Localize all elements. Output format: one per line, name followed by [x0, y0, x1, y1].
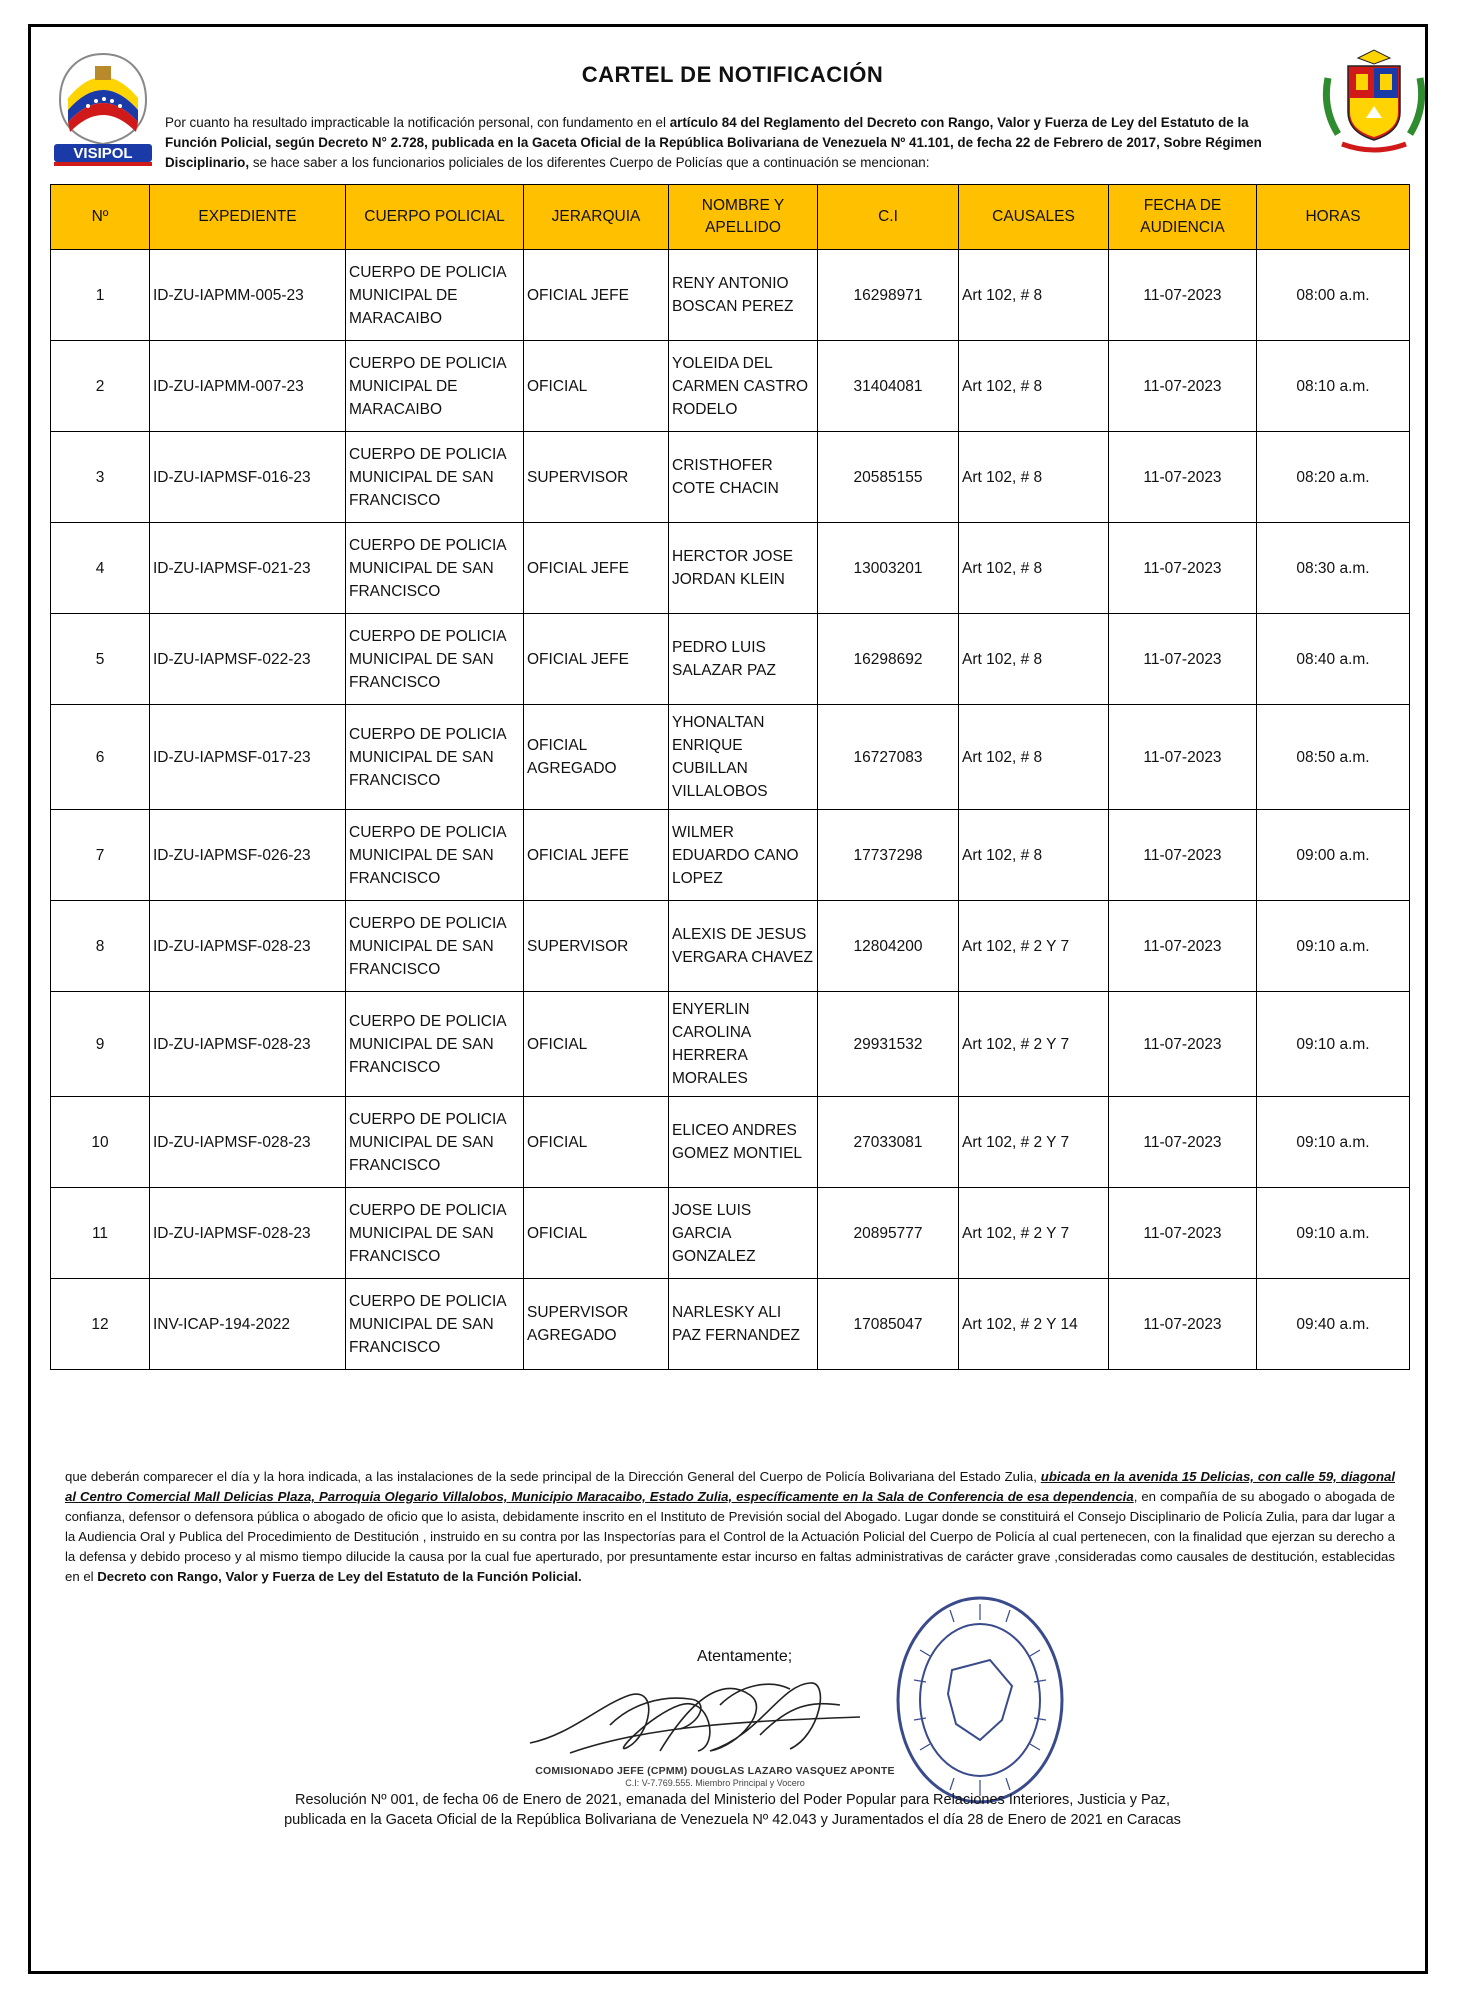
cell-cuerpo: CUERPO DE POLICIA MUNICIPAL DE SAN FRANCISCO	[346, 705, 524, 810]
intro-bold-text: artículo 84 del Reglamento del Decreto con Rango, Valor y Fuerza de Ley del Estatuto de la Función Policial, según Decreto N° 2.728, publicada en la Gaceta Oficial de la República Bolivariana de Venezuela Nº 41.101, de fecha 22 de Febrero de 2017, Sobre Régimen Disciplinario,	[165, 115, 1262, 170]
cell-causales: Art 102, # 8	[959, 341, 1109, 432]
signatory-id: C.I: V-7.769.555. Miembro Principal y Vocero	[625, 1778, 805, 1788]
cell-jerarquia: OFICIAL	[524, 341, 669, 432]
council-stamp-icon	[890, 1590, 1070, 1810]
cell-cuerpo: CUERPO DE POLICIA MUNICIPAL DE SAN FRANCISCO	[346, 614, 524, 705]
cell-cuerpo: CUERPO DE POLICIA MUNICIPAL DE SAN FRANCISCO	[346, 1097, 524, 1188]
cell-causales: Art 102, # 8	[959, 250, 1109, 341]
header-nombre: NOMBRE Y APELLIDO	[669, 185, 818, 250]
cell-jerarquia: OFICIAL	[524, 1097, 669, 1188]
cell-jerarquia: OFICIAL JEFE	[524, 250, 669, 341]
cell-expediente: ID-ZU-IAPMM-007-23	[150, 341, 346, 432]
cell-jerarquia: OFICIAL JEFE	[524, 614, 669, 705]
cell-cuerpo: CUERPO DE POLICIA MUNICIPAL DE SAN FRANCISCO	[346, 1188, 524, 1279]
cell-ci: 31404081	[818, 341, 959, 432]
cell-fecha: 11-07-2023	[1109, 1097, 1257, 1188]
signatory-name: COMISIONADO JEFE (CPMM) DOUGLAS LAZARO VASQUEZ APONTE	[535, 1765, 895, 1777]
closing-text-1: que deberán comparecer el día y la hora indicada, a las instalaciones de la sede principal de la Dirección General del Cuerpo de Policía Bolivariana del Estado Zulia,	[65, 1469, 1041, 1484]
cell-hora: 08:50 a.m.	[1257, 705, 1410, 810]
cell-ci: 12804200	[818, 901, 959, 992]
signature-mark	[510, 1665, 880, 1765]
table-row	[51, 250, 1410, 341]
cell-fecha: 11-07-2023	[1109, 901, 1257, 992]
cell-num: 5	[51, 614, 150, 705]
cell-causales: Art 102, # 2 Y 7	[959, 1097, 1109, 1188]
cell-hora: 09:10 a.m.	[1257, 992, 1410, 1097]
cell-causales: Art 102, # 8	[959, 705, 1109, 810]
table-row	[51, 1188, 1410, 1279]
cell-expediente: ID-ZU-IAPMM-005-23	[150, 250, 346, 341]
cell-jerarquia: OFICIAL AGREGADO	[524, 705, 669, 810]
cell-ci: 27033081	[818, 1097, 959, 1188]
cell-expediente: ID-ZU-IAPMSF-026-23	[150, 810, 346, 901]
closing-address: ubicada en la avenida 15 Delicias, con calle 59, diagonal al Centro Comercial Mall Delicias Plaza, Parroquia Olegario Villalobos, Municipio Maracaibo, Estado Zulia, específicamente en la Sala de Conferencia de esa dependencia	[65, 1469, 1395, 1504]
header-fecha: FECHA DE AUDIENCIA	[1109, 185, 1257, 250]
table-row	[51, 1097, 1410, 1188]
cell-fecha: 11-07-2023	[1109, 614, 1257, 705]
cell-nombre: ENYERLIN CAROLINA HERRERA MORALES	[669, 992, 818, 1097]
cell-num: 1	[51, 250, 150, 341]
cell-cuerpo: CUERPO DE POLICIA MUNICIPAL DE SAN FRANCISCO	[346, 432, 524, 523]
cell-cuerpo: CUERPO DE POLICIA MUNICIPAL DE SAN FRANCISCO	[346, 901, 524, 992]
cell-jerarquia: OFICIAL	[524, 992, 669, 1097]
cell-nombre: YHONALTAN ENRIQUE CUBILLAN VILLALOBOS	[669, 705, 818, 810]
closing-text-2: , en compañía de su abogado o abogada de confianza, defensor o defensora pública o abogado de oficio que lo asista, debidamente inscrito en el Instituto de Previsión social del Abogado. Lugar donde se constituirá el Consejo Disciplinario de Policía Zulia, para dar lugar a la Audiencia Oral y Publica del Procedimiento de Destitución , instruido en su contra por las Inspectorías para el Control de la Actuación Policial del Cuerpo de Policía al cual pertenecen, con la finalidad que ejerzan su derecho a la defensa y debido proceso y al mismo tiempo dilucide la causa por la cual fue aperturado, por presuntamente estar incurso en faltas administrativas de carácter grave ,consideradas como causales de destitución, establecidas en el	[65, 1489, 1395, 1584]
cell-causales: Art 102, # 2 Y 14	[959, 1279, 1109, 1370]
cell-fecha: 11-07-2023	[1109, 705, 1257, 810]
cell-ci: 20895777	[818, 1188, 959, 1279]
cell-fecha: 11-07-2023	[1109, 1188, 1257, 1279]
cell-nombre: YOLEIDA DEL CARMEN CASTRO RODELO	[669, 341, 818, 432]
cell-nombre: WILMER EDUARDO CANO LOPEZ	[669, 810, 818, 901]
cell-ci: 17085047	[818, 1279, 959, 1370]
table-row	[51, 614, 1410, 705]
table-row	[51, 992, 1410, 1097]
cell-num: 9	[51, 992, 150, 1097]
cell-expediente: ID-ZU-IAPMSF-028-23	[150, 992, 346, 1097]
cell-fecha: 11-07-2023	[1109, 250, 1257, 341]
table-header-row	[51, 185, 1410, 250]
cell-cuerpo: CUERPO DE POLICIA MUNICIPAL DE SAN FRANCISCO	[346, 1279, 524, 1370]
cell-ci: 17737298	[818, 810, 959, 901]
cell-jerarquia: SUPERVISOR	[524, 432, 669, 523]
page-title: CARTEL DE NOTIFICACIÓN	[581, 62, 884, 87]
cell-cuerpo: CUERPO DE POLICIA MUNICIPAL DE SAN FRANCISCO	[346, 992, 524, 1097]
cell-fecha: 11-07-2023	[1109, 341, 1257, 432]
cell-ci: 16298971	[818, 250, 959, 341]
cell-fecha: 11-07-2023	[1109, 992, 1257, 1097]
header-num: Nº	[51, 185, 150, 250]
table-row	[51, 705, 1410, 810]
cell-expediente: ID-ZU-IAPMSF-022-23	[150, 614, 346, 705]
cell-hora: 09:10 a.m.	[1257, 1188, 1410, 1279]
header-jerarquia: JERARQUIA	[524, 185, 669, 250]
intro-text-1: Por cuanto ha resultado impracticable la notificación personal, con fundamento en el	[165, 115, 670, 130]
cell-jerarquia: OFICIAL JEFE	[524, 810, 669, 901]
cell-causales: Art 102, # 2 Y 7	[959, 992, 1109, 1097]
cell-expediente: ID-ZU-IAPMSF-021-23	[150, 523, 346, 614]
cell-num: 8	[51, 901, 150, 992]
intro-text-2: se hace saber a los funcionarios policiales de los diferentes Cuerpo de Policías que a continuación se mencionan:	[249, 155, 930, 170]
cell-num: 4	[51, 523, 150, 614]
header-horas: HORAS	[1257, 185, 1410, 250]
cell-nombre: CRISTHOFER COTE CHACIN	[669, 432, 818, 523]
cell-ci: 13003201	[818, 523, 959, 614]
cell-hora: 09:10 a.m.	[1257, 1097, 1410, 1188]
cell-jerarquia: SUPERVISOR AGREGADO	[524, 1279, 669, 1370]
cell-expediente: ID-ZU-IAPMSF-028-23	[150, 1188, 346, 1279]
cell-ci: 20585155	[818, 432, 959, 523]
table-row	[51, 901, 1410, 992]
cell-nombre: JOSE LUIS GARCIA GONZALEZ	[669, 1188, 818, 1279]
cell-expediente: ID-ZU-IAPMSF-028-23	[150, 1097, 346, 1188]
visipol-logo-text: VISIPOL	[73, 145, 133, 162]
cell-hora: 08:10 a.m.	[1257, 341, 1410, 432]
intro-paragraph	[165, 113, 1285, 173]
cell-jerarquia: OFICIAL JEFE	[524, 523, 669, 614]
header-ci: C.I	[818, 185, 959, 250]
cell-num: 10	[51, 1097, 150, 1188]
cell-num: 2	[51, 341, 150, 432]
cell-fecha: 11-07-2023	[1109, 432, 1257, 523]
cell-hora: 08:20 a.m.	[1257, 432, 1410, 523]
cell-hora: 09:00 a.m.	[1257, 810, 1410, 901]
cell-cuerpo: CUERPO DE POLICIA MUNICIPAL DE MARACAIBO	[346, 341, 524, 432]
cell-num: 11	[51, 1188, 150, 1279]
cell-cuerpo: CUERPO DE POLICIA MUNICIPAL DE SAN FRANCISCO	[346, 810, 524, 901]
cell-fecha: 11-07-2023	[1109, 1279, 1257, 1370]
resolution-line-2: publicada en la Gaceta Oficial de la República Bolivariana de Venezuela Nº 42.043 y Juramentados el día 28 de Enero de 2021 en Caracas	[284, 1812, 1181, 1828]
cell-nombre: RENY ANTONIO BOSCAN PEREZ	[669, 250, 818, 341]
cell-hora: 08:00 a.m.	[1257, 250, 1410, 341]
closing-bold-text: Decreto con Rango, Valor y Fuerza de Ley del Estatuto de la Función Policial.	[97, 1569, 582, 1584]
cell-nombre: ELICEO ANDRES GOMEZ MONTIEL	[669, 1097, 818, 1188]
cell-causales: Art 102, # 2 Y 7	[959, 901, 1109, 992]
closing-greeting: Atentamente;	[697, 1648, 793, 1665]
cell-num: 12	[51, 1279, 150, 1370]
cell-ci: 16298692	[818, 614, 959, 705]
resolution-line-1: Resolución Nº 001, de fecha 06 de Enero de 2021, emanada del Ministerio del Poder Popular para Relaciones Interiores, Justicia y Paz,	[294, 1792, 1170, 1808]
cell-fecha: 11-07-2023	[1109, 523, 1257, 614]
table-row	[51, 1279, 1410, 1370]
cell-hora: 08:40 a.m.	[1257, 614, 1410, 705]
resolution-footer	[0, 1790, 1465, 1830]
cell-nombre: NARLESKY ALI PAZ FERNANDEZ	[669, 1279, 818, 1370]
cell-ci: 29931532	[818, 992, 959, 1097]
cell-num: 7	[51, 810, 150, 901]
cell-causales: Art 102, # 8	[959, 810, 1109, 901]
cell-nombre: ALEXIS DE JESUS VERGARA CHAVEZ	[669, 901, 818, 992]
cell-num: 3	[51, 432, 150, 523]
cell-expediente: ID-ZU-IAPMSF-016-23	[150, 432, 346, 523]
cell-causales: Art 102, # 8	[959, 432, 1109, 523]
header-expediente: EXPEDIENTE	[150, 185, 346, 250]
cell-cuerpo: CUERPO DE POLICIA MUNICIPAL DE MARACAIBO	[346, 250, 524, 341]
header-cuerpo: CUERPO POLICIAL	[346, 185, 524, 250]
cell-causales: Art 102, # 8	[959, 523, 1109, 614]
cell-nombre: PEDRO LUIS SALAZAR PAZ	[669, 614, 818, 705]
notification-table	[50, 184, 1410, 1370]
cell-hora: 08:30 a.m.	[1257, 523, 1410, 614]
cell-jerarquia: OFICIAL	[524, 1188, 669, 1279]
cell-expediente: INV-ICAP-194-2022	[150, 1279, 346, 1370]
cell-causales: Art 102, # 2 Y 7	[959, 1188, 1109, 1279]
cell-hora: 09:40 a.m.	[1257, 1279, 1410, 1370]
cell-fecha: 11-07-2023	[1109, 810, 1257, 901]
header-causales: CAUSALES	[959, 185, 1109, 250]
table-row	[51, 810, 1410, 901]
table-row	[51, 523, 1410, 614]
table-row	[51, 432, 1410, 523]
cell-hora: 09:10 a.m.	[1257, 901, 1410, 992]
cell-expediente: ID-ZU-IAPMSF-028-23	[150, 901, 346, 992]
table-row	[51, 341, 1410, 432]
cell-nombre: HERCTOR JOSE JORDAN KLEIN	[669, 523, 818, 614]
cell-jerarquia: SUPERVISOR	[524, 901, 669, 992]
cell-causales: Art 102, # 8	[959, 614, 1109, 705]
cell-cuerpo: CUERPO DE POLICIA MUNICIPAL DE SAN FRANCISCO	[346, 523, 524, 614]
cell-num: 6	[51, 705, 150, 810]
closing-paragraph	[65, 1467, 1395, 1587]
cell-ci: 16727083	[818, 705, 959, 810]
cell-expediente: ID-ZU-IAPMSF-017-23	[150, 705, 346, 810]
